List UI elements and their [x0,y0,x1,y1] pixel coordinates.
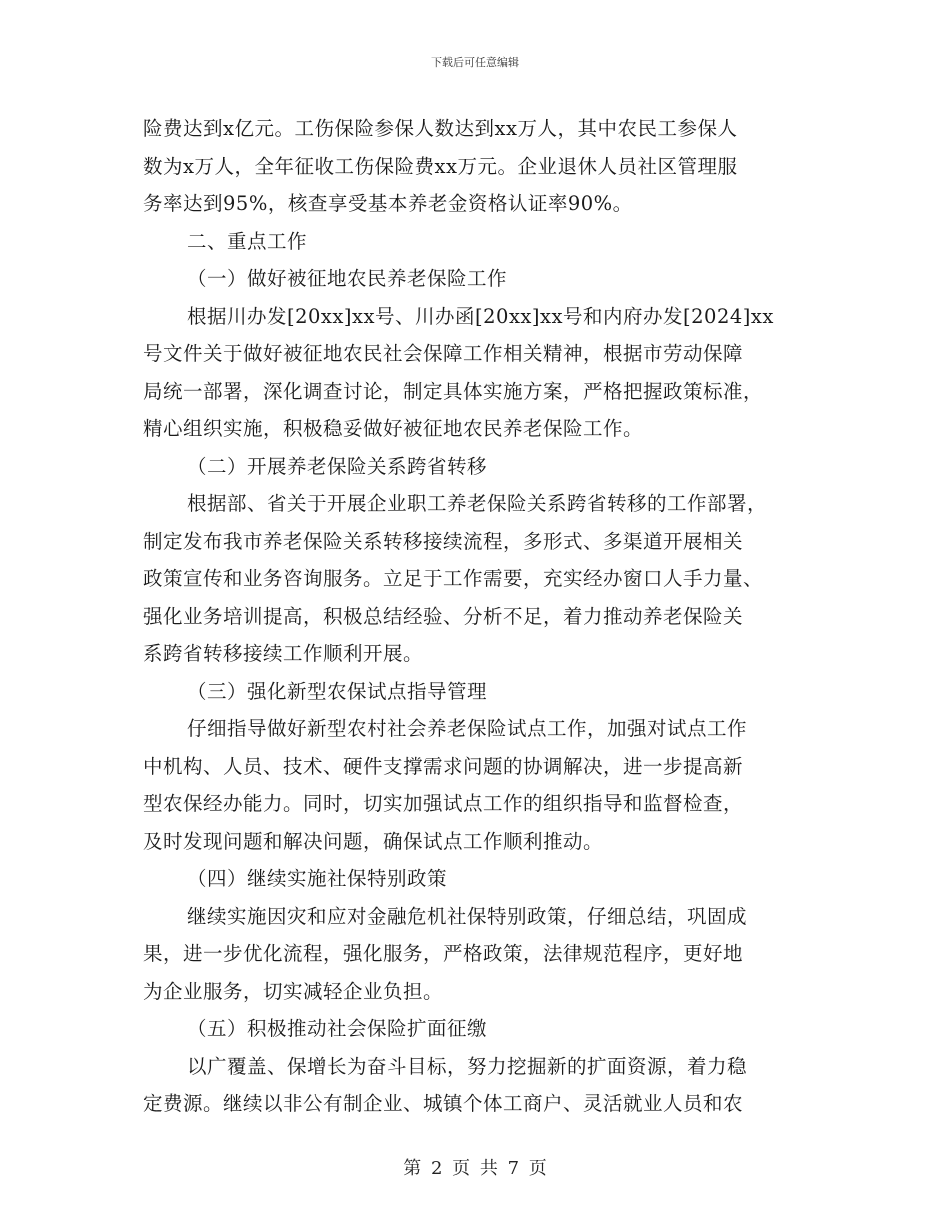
text-line: 及时发现问题和解决问题，确保试点工作顺利推动。 [143,829,604,853]
text-line: （一）做好被征地农民养老保险工作 [187,267,508,290]
text-line: 二、重点工作 [187,229,308,253]
text-line: 以广覆盖、保增长为奋斗目标，努力挖掘新的扩面资源，着力稳 [187,1054,748,1078]
text-line: 号文件关于做好被征地农民社会保障工作相关精神，根据市劳动保障 [143,342,744,365]
page-header: 下载后可任意编辑 [431,56,519,69]
page-footer: 第 2 页 共 7 页 [403,1158,547,1179]
text-line: 局统一部署，深化调查讨论，制定具体实施方案，严格把握政策标准， [143,379,764,403]
text-line: 根据部、省关于开展企业职工养老保险关系跨省转移的工作部署， [187,492,768,515]
text-line: 数为x万人，全年征收工伤保险费xx万元。企业退休人员社区管理服 [143,154,738,178]
document-body [143,110,808,1123]
text-line: 制定发布我市养老保险关系转移接续流程，多形式、多渠道开展相关 [143,529,744,553]
text-line: 系跨省转移接续工作顺利开展。 [143,642,424,665]
text-line: 中机构、人员、技术、硬件支撑需求问题的协调解决，进一步提高新 [143,754,744,778]
text-line: （五）积极推动社会保险扩面征缴 [187,1017,488,1040]
text-line: 根据川办发[20xx]xx号、川办函[20xx]xx号和内府办发[2024]xx [187,304,774,328]
text-line: 务率达到95%，核查享受基本养老金资格认证率90%。 [143,192,633,215]
text-line: 继续实施因灾和应对金融危机社保特别政策，仔细总结，巩固成 [187,904,748,928]
text-line: 险费达到x亿元。工伤保险参保人数达到xx万人，其中农民工参保人 [143,117,738,140]
text-line: 型农保经办能力。同时，切实加强试点工作的组织指导和监督检查， [143,792,744,815]
text-line: 政策宣传和业务咨询服务。立足于工作需要，充实经办窗口人手力量、 [143,567,764,590]
text-line: 精心组织实施，积极稳妥做好被征地农民养老保险工作。 [143,417,644,440]
text-line: 仔细指导做好新型农村社会养老保险试点工作，加强对试点工作 [187,717,748,740]
text-line: 强化业务培训提高，积极总结经验、分析不足，着力推动养老保险关 [143,604,744,628]
text-line: 定费源。继续以非公有制企业、城镇个体工商户、灵活就业人员和农 [143,1092,744,1115]
text-line: （三）强化新型农保试点指导管理 [187,679,488,703]
text-line: （二）开展养老保险关系跨省转移 [187,454,488,478]
text-line: 果，进一步优化流程，强化服务，严格政策，法律规范程序，更好地 [143,942,744,965]
text-line: 为企业服务，切实减轻企业负担。 [143,979,444,1003]
text-line: （四）继续实施社保特别政策 [187,867,448,890]
